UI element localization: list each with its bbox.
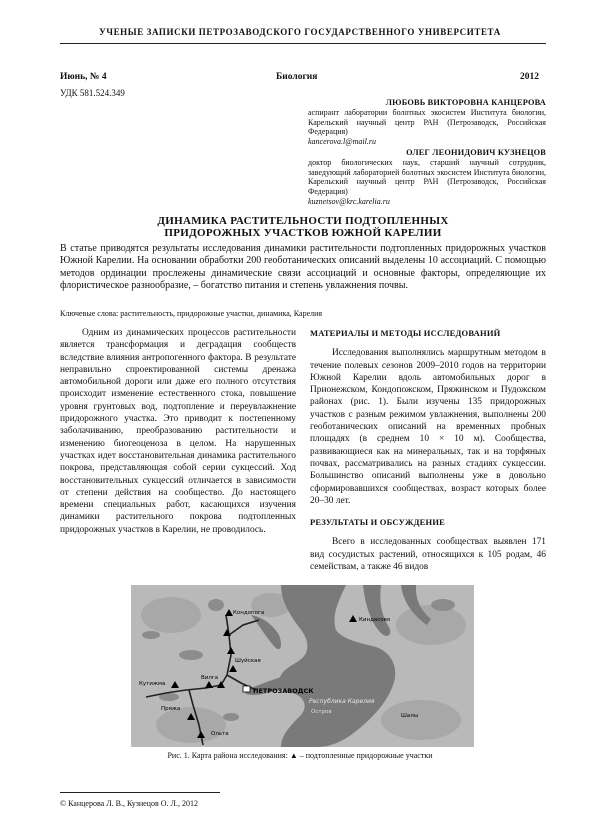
map-label-lake: Республика Карелия <box>309 698 375 705</box>
map-label-kondopoga: Кондопога <box>233 610 265 616</box>
results-paragraph: Всего в исследованных сообществах выявлен 171 вид сосудистых растений, относящихся к 105 родам, 46 семействам, а также 46 видов <box>310 537 546 573</box>
article-title <box>60 215 546 239</box>
author-email: kuznetsov@krc.karelia.ru <box>308 196 390 206</box>
map-label-vilga: Вилга <box>201 675 219 681</box>
map-label-ostrov: Остров <box>311 709 332 715</box>
author-affiliation: аспирант лаборатории болотных экосистем Института биологии, Карельский научный центр РАН (Петрозаводск, Российская Федерация) <box>308 107 546 137</box>
footer-rule <box>60 792 220 793</box>
figure-caption: Рис. 1. Карта района исследования: ▲ – подтопленные придорожные участки <box>167 751 433 760</box>
methods-heading: МАТЕРИАЛЫ И МЕТОДЫ ИССЛЕДОВАНИЙ <box>310 328 501 338</box>
author-2 <box>300 148 546 207</box>
keywords: Ключевые слова: растительность, придорожные участки, динамика, Карелия <box>60 309 323 318</box>
journal-title: УЧЕНЫЕ ЗАПИСКИ ПЕТРОЗАВОДСКОГО ГОСУДАРСТВЕННОГО УНИВЕРСИТЕТА <box>99 27 501 37</box>
author-affiliation: доктор биологических наук, старший научный сотрудник, заведующий лабораторией болотных экосистем Института биологии, Карельский научный центр РАН (Петрозаводск, Российская Федерация) <box>308 157 546 197</box>
issue-label: Июнь, № 4 <box>60 72 107 82</box>
title-line-2: ПРИДОРОЖНЫХ УЧАСТКОВ ЮЖНОЙ КАРЕЛИИ <box>164 227 442 239</box>
title-line-1: ДИНАМИКА РАСТИТЕЛЬНОСТИ ПОДТОПЛЕННЫХ <box>157 215 449 227</box>
header-rule <box>60 43 546 44</box>
section-label: Биология <box>276 72 318 82</box>
methods-column <box>310 327 546 573</box>
author-name: ЛЮБОВЬ ВИКТОРОВНА КАНЦЕРОВА <box>385 98 546 107</box>
map-label-kutizhma: Кутижма <box>139 681 166 687</box>
methods-paragraph: Исследования выполнялись маршрутным методом в течение полевых сезонов 2009–2010 годов на территории Южной Карелии вдоль автомобильных дорог в Прионежском, Кондопожском, Пряжинском и Пудожском районах (рис. 1). Были изучены 135 придорожных участков с разным режимом увлажнения, выполнены 200 геоботанических описаний на временных пробных площадях (в среднем 10 × 10 м). Сообщества, развивающиеся как на минеральных, так и на торфяных почвах, рассматривались на разных стадиях сукцессии. Большинство описаний выполнены уже в довольно сформировавшихся сообществах, возраст которых более 20–30 лет. <box>310 348 546 506</box>
abstract: В статье приводятся результаты исследования динамики растительности подтопленных придорожных участков Южной Карелии. На основании обработки 200 геоботанических описаний выделены 10 ассоциаций. С помощью методов ординации прослежены динамические связи ассоциаций и основные факторы, определяющие их флористическое разнообразие, – богатство питания и степень увлажнения почвы. <box>60 243 546 291</box>
intro-paragraph: Одним из динамических процессов растительности является трансформация и деградация сообществ вследствие влияния антропогенного фактора. В результате неправильно спроектированной системы дренажа автомобильной дороги или даже его полного отсутствия происходит изменение естественного стока, повышение уровня грунтовых вод, подтопление и переувлажнение придорожного участка. Это приводит к постепенному заболачиванию, преобразованию растительности и изменению биогеоценоза в целом. На нарушенных участках идет восстановительная динамика растительного покрова, представляющая собой серии сукцессий. Ход восстановительных сукцессий отличается в зависимости от степени действия на сообщество. До настоящего времени специальных работ, касающихся изучения динамики растительного покрова подтопленных придорожных участков в Карелии, не проводилось. <box>60 328 296 535</box>
map-label-kindasovo: Киндасово <box>359 617 391 623</box>
map-label-shaly: Шалы <box>401 713 419 719</box>
map-label-pryazha: Пряжа <box>161 706 181 712</box>
map-label-olta: Ольта <box>211 731 229 737</box>
study-area-map <box>131 585 474 747</box>
map-label-shuya: Шуйская <box>235 658 261 664</box>
results-heading: РЕЗУЛЬТАТЫ И ОБСУЖДЕНИЕ <box>310 517 446 528</box>
udk-code: УДК 581.524.349 <box>60 88 125 98</box>
city-marker-icon <box>243 686 250 692</box>
year-label: 2012 <box>520 72 539 82</box>
author-email: kancerova.l@mail.ru <box>308 137 376 147</box>
author-name: ОЛЕГ ЛЕОНИДОВИЧ КУЗНЕЦОВ <box>406 148 546 157</box>
author-1 <box>300 98 546 147</box>
map-label-city: ПЕТРОЗАВОДСК <box>253 687 314 695</box>
copyright: © Канцерова Л. В., Кузнецов О. Л., 2012 <box>60 799 198 808</box>
